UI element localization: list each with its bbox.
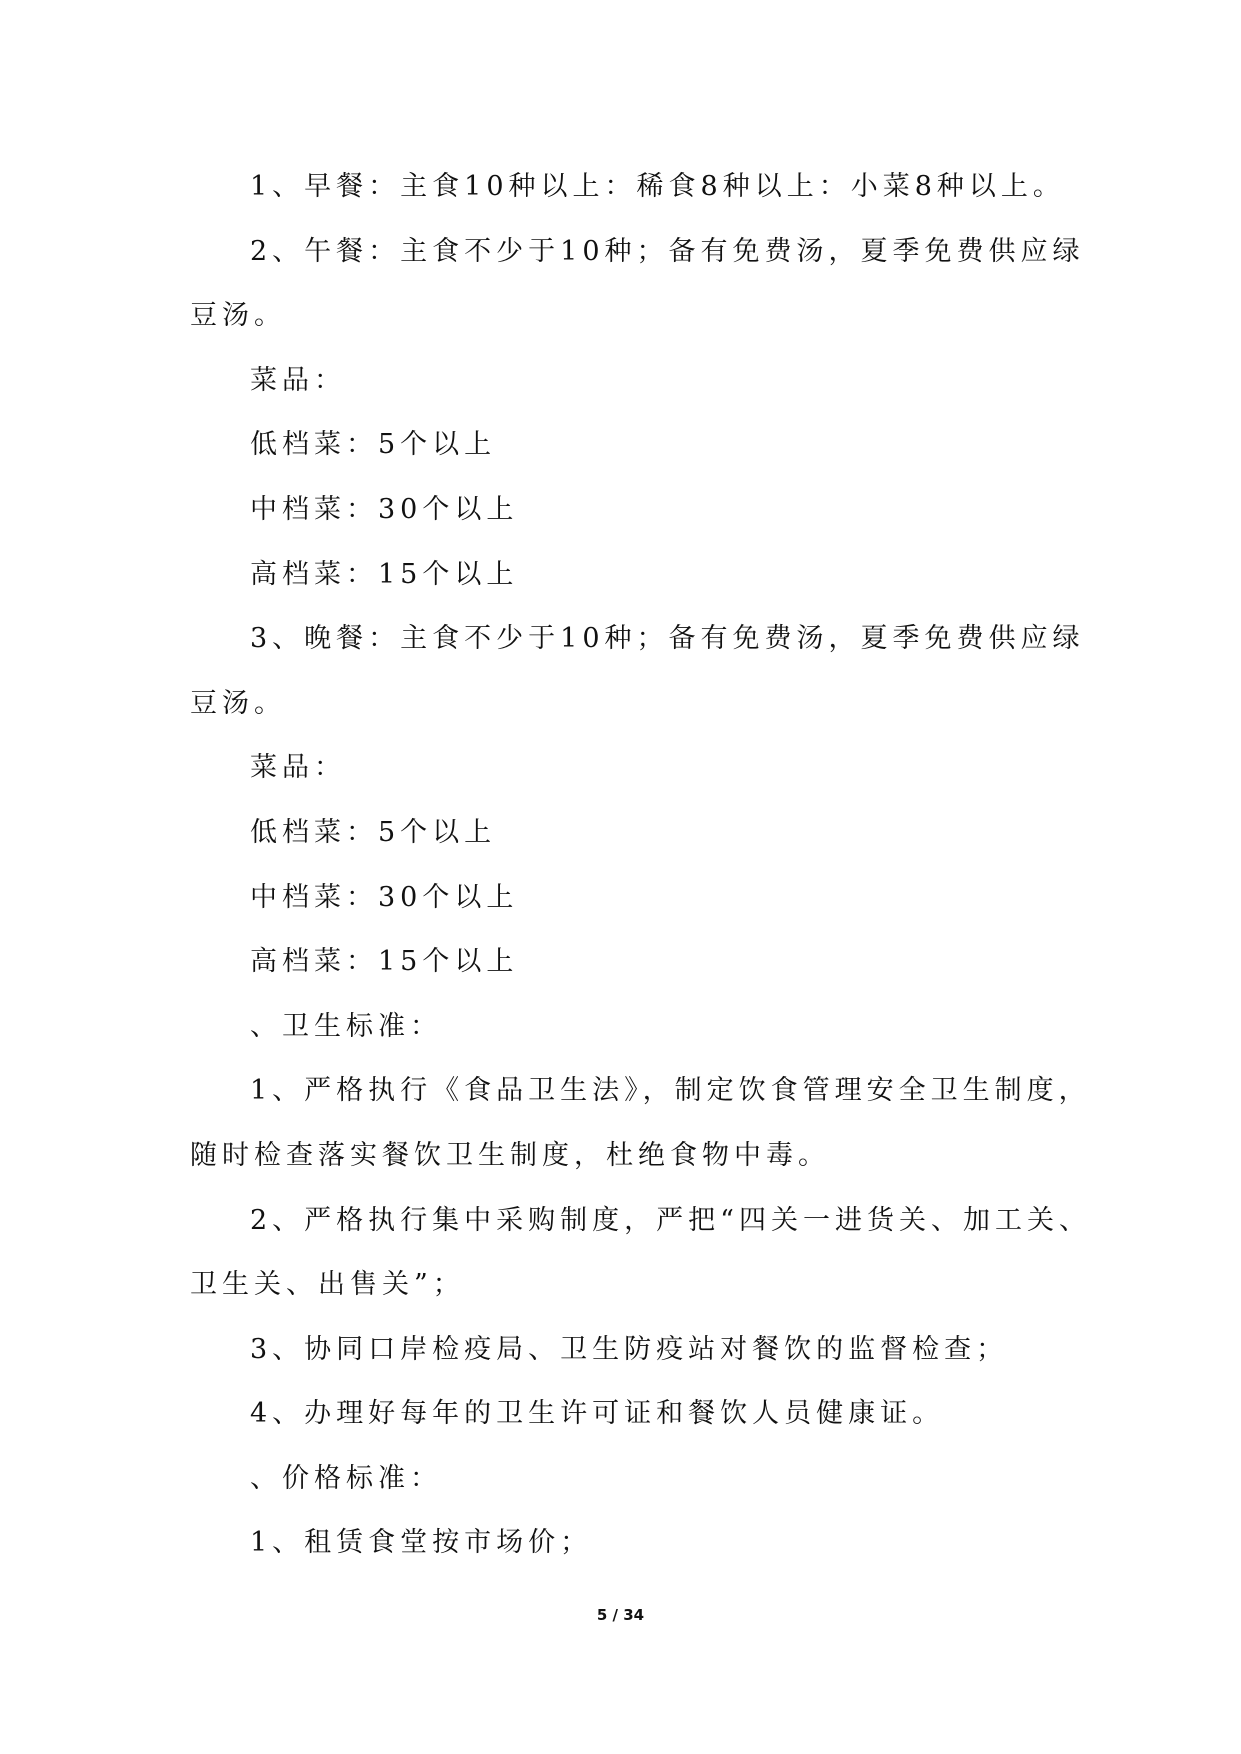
paragraph-line: 4、办理好每年的卫生许可证和餐饮人员健康证。 [250, 1398, 945, 1430]
page-number: 5 / 34 [596, 1606, 645, 1624]
paragraph-line: 1、租赁食堂按市场价； [250, 1527, 593, 1559]
paragraph-line: 豆汤。 [190, 687, 286, 719]
paragraph-line: 高档菜：15个以上 [250, 558, 519, 590]
paragraph-line: 3、晚餐：主食不少于10种；备有免费汤，夏季免费供应绿 [250, 623, 1085, 655]
paragraph-line: 高档菜：15个以上 [250, 946, 519, 978]
paragraph-line: 低档菜：5个以上 [250, 429, 497, 461]
document-body [190, 155, 1091, 1576]
paragraph-line: 菜品： [250, 364, 346, 396]
section-heading: 、价格标准： [250, 1462, 442, 1494]
paragraph-line: 随时检查落实餐饮卫生制度，杜绝食物中毒。 [190, 1139, 830, 1171]
paragraph-line: 中档菜：30个以上 [250, 493, 519, 525]
paragraph-line: 2、午餐：主食不少于10种；备有免费汤，夏季免费供应绿 [250, 235, 1085, 267]
paragraph-line: 豆汤。 [190, 300, 286, 332]
paragraph-line: 1、早餐：主食10种以上：稀食8种以上：小菜8种以上。 [250, 171, 1065, 202]
paragraph-line: 卫生关、出售关”； [190, 1269, 465, 1301]
section-heading: 、卫生标准： [250, 1010, 442, 1042]
paragraph-line: 中档菜：30个以上 [250, 881, 519, 913]
paragraph-line: 2、严格执行集中采购制度，严把“四关一进货关、加工关、 [250, 1204, 1091, 1236]
paragraph-line: 1、严格执行《食品卫生法》，制定饮食管理安全卫生制度， [250, 1075, 1091, 1107]
paragraph-line: 低档菜：5个以上 [250, 816, 497, 848]
paragraph-line: 菜品： [250, 752, 346, 784]
paragraph-line: 3、协同口岸检疫局、卫生防疫站对餐饮的监督检查； [250, 1333, 1009, 1365]
